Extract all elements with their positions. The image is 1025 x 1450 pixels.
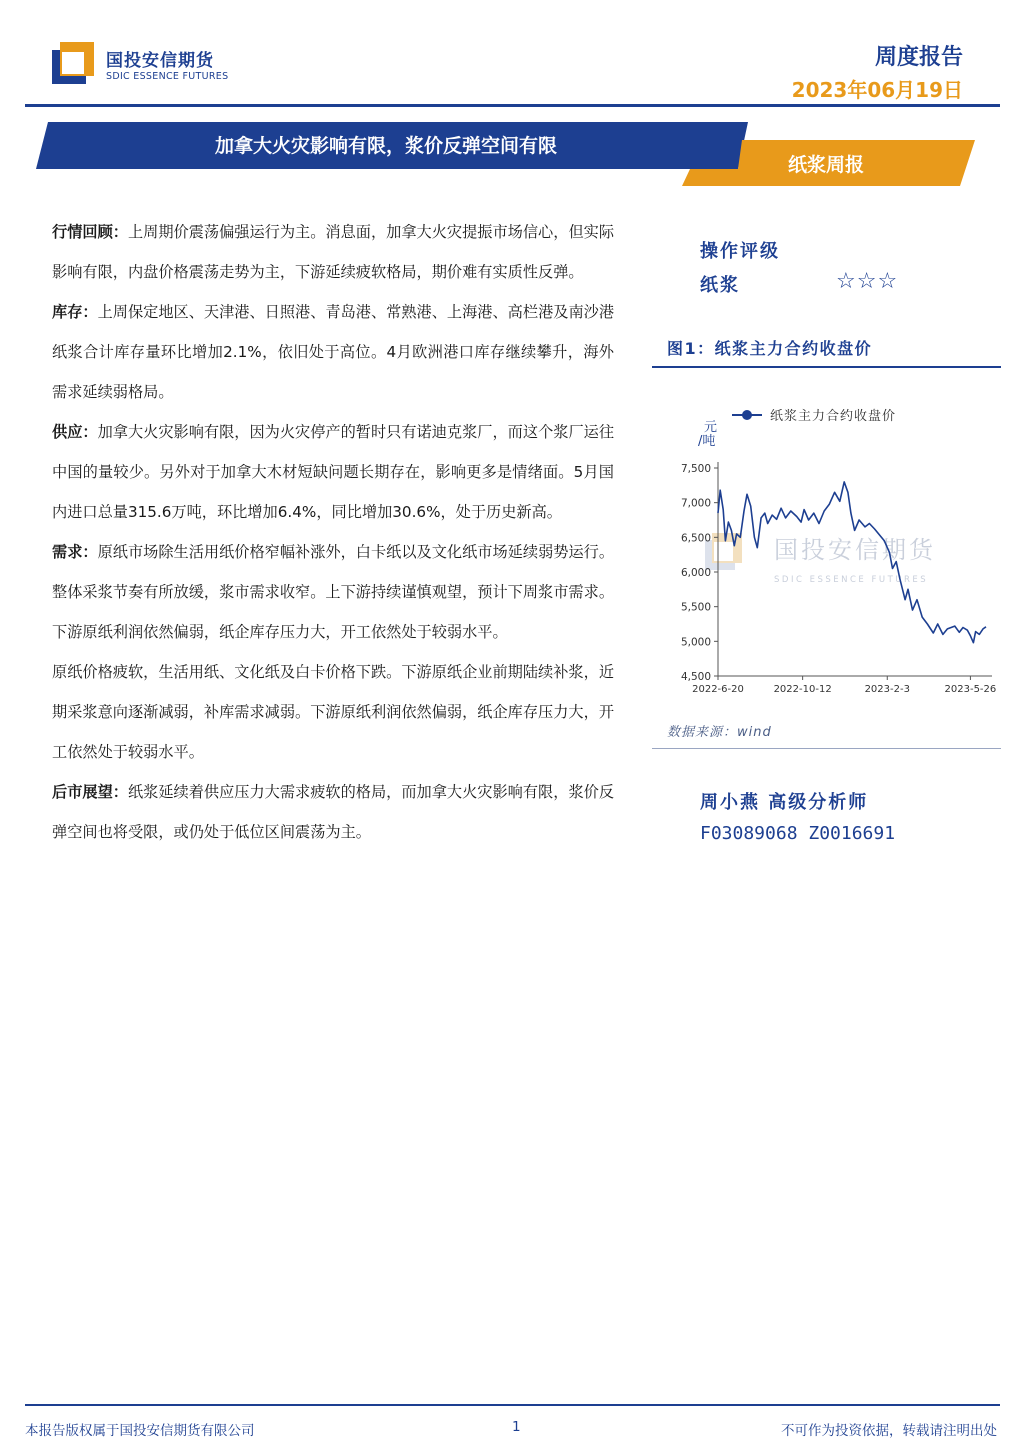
- figure-bottom-divider: [652, 748, 1001, 749]
- analyst-license-ids: F03089068 Z0016691: [700, 823, 896, 844]
- report-date: 2023年06月19日: [791, 78, 963, 102]
- header-divider: [25, 104, 1000, 107]
- x-tick-label: 2022-10-12: [773, 684, 832, 695]
- paragraph-text: 纸浆延续着供应压力大需求疲软的格局，而加拿大火灾影响有限，浆价反弹空间也将受限，或仍处于低位区间震荡为主。: [52, 783, 615, 841]
- legend-marker: [742, 410, 752, 420]
- y-axis-unit-top: 元: [704, 420, 718, 435]
- report-title: 加拿大火灾影响有限，浆价反弹空间有限: [215, 135, 558, 157]
- y-tick-label: 5,000: [680, 636, 711, 649]
- company-logo: [52, 42, 232, 90]
- logo-mark-icon: [52, 42, 96, 86]
- analyst-name: 周小燕 高级分析师: [700, 792, 869, 813]
- paragraph-text: 上周期价震荡偏强运行为主。消息面，加拿大火灾提振市场信心，但实际影响有限，内盘价格震荡走势为主，下游延续疲软格局，期价难有实质性反弹。: [52, 223, 615, 281]
- chart-watermark-en: SDIC ESSENCE FUTURES: [774, 575, 929, 585]
- report-type: 周度报告: [874, 45, 963, 70]
- report-category-tag: 纸浆周报: [788, 154, 865, 176]
- paragraph-lead: 需求：: [52, 543, 98, 561]
- price-line-chart: [652, 395, 1002, 710]
- y-tick-label: 4,500: [680, 671, 711, 683]
- page-number: 1: [512, 1419, 521, 1435]
- x-tick-label: 2023-5-26: [944, 684, 997, 695]
- logo-name-cn: 国投安信期货: [106, 51, 214, 71]
- paragraph-text: 原纸价格疲软，生活用纸、文化纸及白卡价格下跌。下游原纸企业前期陆续补浆，近期采浆意向逐渐减弱，补库需求减弱。下游原纸利润依然偏弱，纸企库存压力大，开工依然处于较弱水平。: [52, 663, 614, 761]
- paragraph-lead: 供应：: [52, 423, 98, 441]
- logo-name-en: SDIC ESSENCE FUTURES: [106, 71, 229, 82]
- body-paragraph: [52, 212, 614, 292]
- rating-commodity-label: 纸浆: [700, 275, 740, 296]
- chart-watermark-cn: 国投安信期货: [774, 536, 936, 564]
- paragraph-text: 上周保定地区、天津港、日照港、青岛港、常熟港、上海港、高栏港及南沙港纸浆合计库存量环比增加2.1%，依旧处于高位。4月欧洲港口库存继续攀升，海外需求延续弱格局。: [52, 303, 615, 401]
- y-tick-label: 6,500: [680, 532, 711, 545]
- y-tick-label: 6,000: [680, 567, 711, 579]
- legend-label: 纸浆主力合约收盘价: [770, 409, 897, 424]
- body-paragraph: [52, 532, 614, 652]
- report-body: [52, 212, 614, 852]
- body-paragraph: [52, 292, 614, 412]
- y-tick-label: 7,000: [680, 497, 711, 510]
- footer-copyright: 本报告版权属于国投安信期货有限公司: [25, 1423, 255, 1439]
- paragraph-lead: 行情回顾：: [52, 223, 128, 241]
- body-paragraph: [52, 772, 614, 852]
- paragraph-lead: 后市展望：: [52, 783, 128, 801]
- rating-stars: ☆☆☆: [836, 269, 899, 294]
- figure-divider: [652, 366, 1001, 368]
- rating-heading: 操作评级: [700, 241, 780, 262]
- figure-title: 图1：纸浆主力合约收盘价: [667, 339, 873, 358]
- y-tick-label: 7,500: [680, 463, 711, 475]
- y-tick-label: 5,500: [680, 601, 711, 614]
- x-tick-label: 2023-2-3: [864, 684, 910, 695]
- x-tick-label: 2022-6-20: [692, 684, 744, 695]
- figure-source: 数据来源：wind: [667, 725, 772, 740]
- paragraph-text: 加拿大火灾影响有限，因为火灾停产的暂时只有诺迪克浆厂，而这个浆厂运往中国的量较少。另外对于加拿大木材短缺问题长期存在，影响更多是情绪面。5月国内进口总量315.6万吨，环比增加6.4%，同比增加30.6%，处于历史新高。: [52, 423, 615, 521]
- body-paragraph: [52, 652, 614, 772]
- paragraph-text: 原纸市场除生活用纸价格窄幅补涨外，白卡纸以及文化纸市场延续弱势运行。整体采浆节奏有所放缓，浆市需求收窄。上下游持续谨慎观望，预计下周浆市需求。下游原纸利润依然偏弱，纸企库存压力大，开工依然处于较弱水平。: [52, 543, 615, 641]
- footer-disclaimer: 不可作为投资依据，转载请注明出处: [781, 1423, 997, 1439]
- y-axis-unit-bottom: /吨: [698, 434, 716, 449]
- footer-divider: [25, 1404, 1000, 1406]
- paragraph-lead: 库存：: [52, 303, 98, 321]
- body-paragraph: [52, 412, 614, 532]
